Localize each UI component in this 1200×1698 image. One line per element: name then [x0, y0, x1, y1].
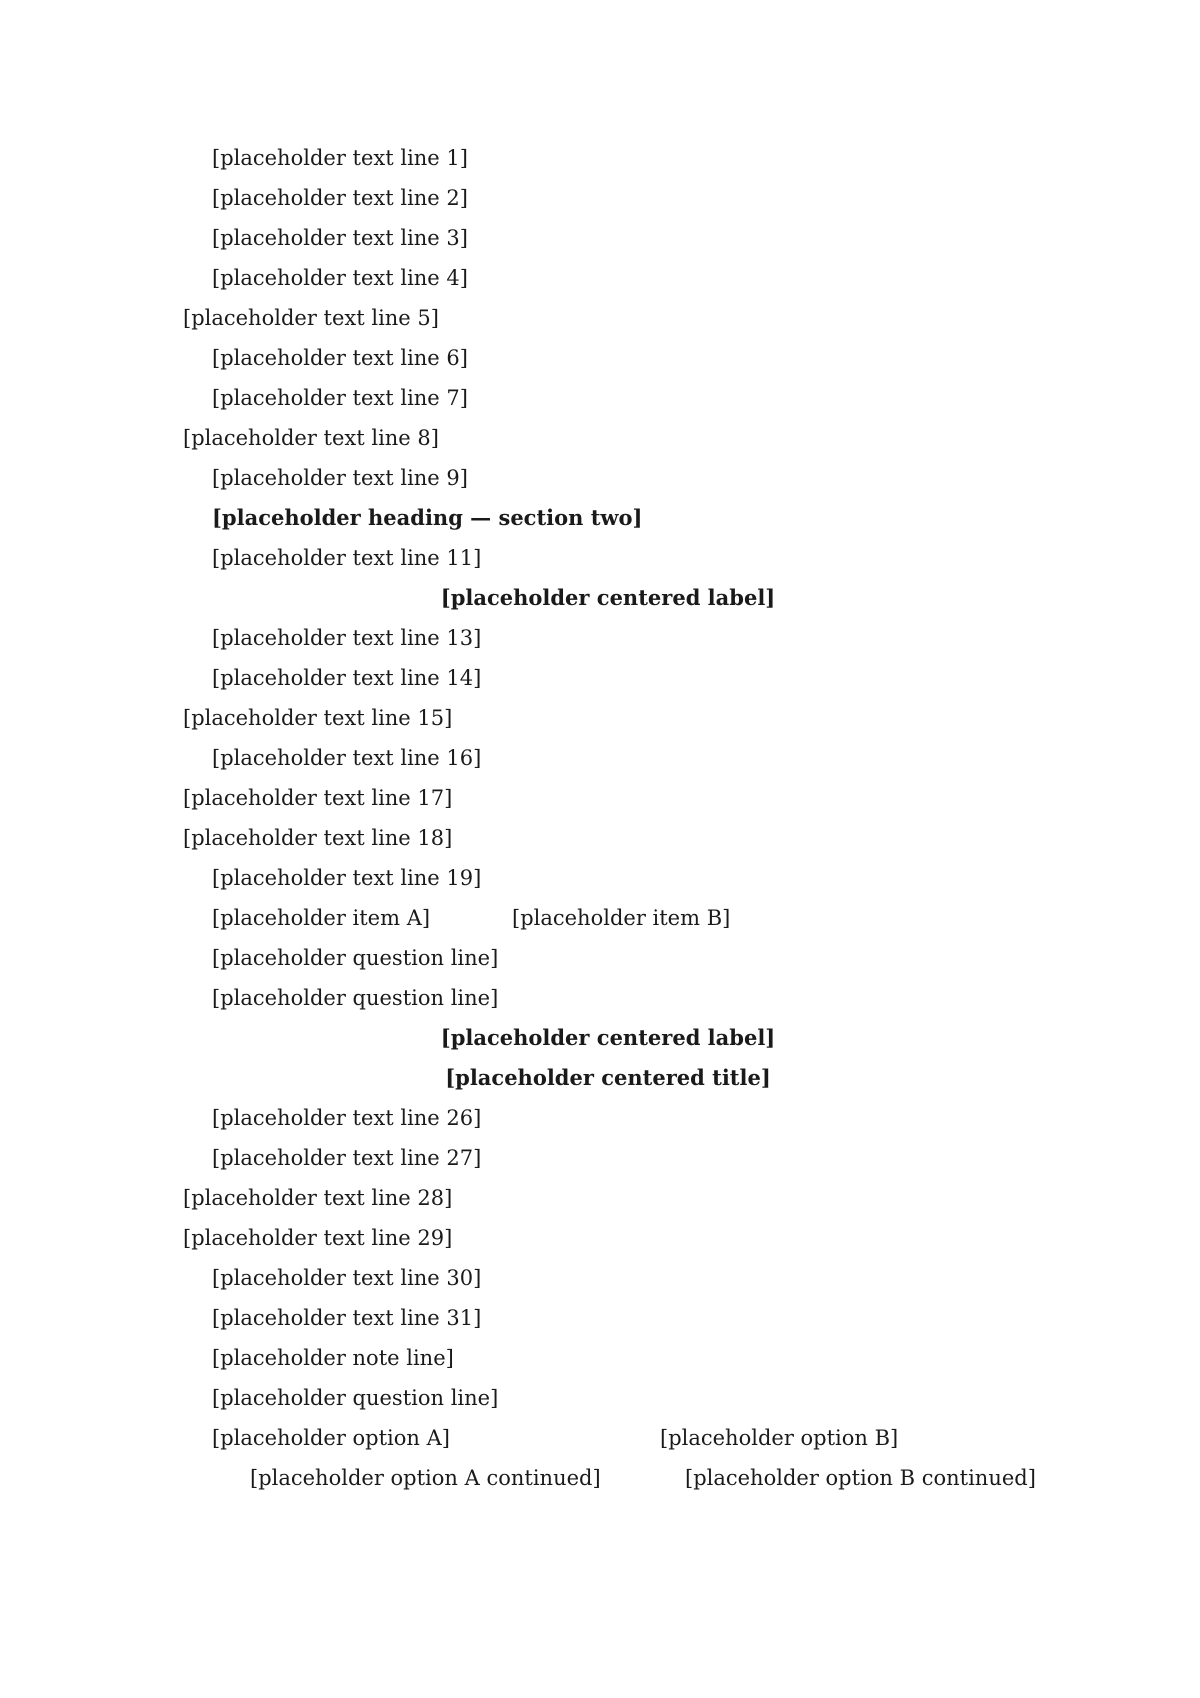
section-label: [placeholder centered label]: [440, 1025, 776, 1050]
option-a: [placeholder option A]: [212, 1426, 450, 1450]
option-a-continued: [placeholder option A continued]: [250, 1466, 601, 1490]
text-line: [placeholder text line 4]: [212, 266, 468, 290]
text-line: [placeholder text line 28]: [183, 1186, 453, 1210]
text-line: [placeholder text line 7]: [212, 386, 468, 410]
text-line: [placeholder text line 27]: [212, 1146, 482, 1170]
text-line: [placeholder text line 26]: [212, 1106, 482, 1130]
text-line: [placeholder text line 1]: [212, 146, 468, 170]
text-line: [placeholder text line 17]: [183, 786, 453, 810]
text-line: [placeholder text line 31]: [212, 1306, 482, 1330]
question-line: [placeholder question line]: [212, 1386, 499, 1410]
passage-title: [placeholder centered title]: [445, 1065, 771, 1090]
question-line: [placeholder question line]: [212, 986, 499, 1010]
text-line: [placeholder text line 3]: [212, 226, 468, 250]
text-line: [placeholder text line 30]: [212, 1266, 482, 1290]
text-line: [placeholder text line 15]: [183, 706, 453, 730]
text-line: [placeholder text line 16]: [212, 746, 482, 770]
question-line: [placeholder question line]: [212, 946, 499, 970]
text-line: [placeholder text line 29]: [183, 1226, 453, 1250]
section-heading: [placeholder heading — section two]: [212, 505, 643, 530]
text-line: [placeholder text line 18]: [183, 826, 453, 850]
item-b: [placeholder item B]: [512, 906, 731, 930]
section-label: [placeholder centered label]: [440, 585, 776, 610]
text-line: [placeholder text line 8]: [183, 426, 439, 450]
option-b-continued: [placeholder option B continued]: [685, 1466, 1036, 1490]
item-a: [placeholder item A]: [212, 906, 431, 930]
text-line: [placeholder text line 5]: [183, 306, 439, 330]
text-line: [placeholder text line 9]: [212, 466, 468, 490]
text-line: [placeholder text line 2]: [212, 186, 468, 210]
option-b: [placeholder option B]: [660, 1426, 899, 1450]
text-line: [placeholder text line 13]: [212, 626, 482, 650]
text-line: [placeholder text line 6]: [212, 346, 468, 370]
text-line: [placeholder text line 11]: [212, 546, 482, 570]
text-line: [placeholder text line 19]: [212, 866, 482, 890]
note-line: [placeholder note line]: [212, 1346, 454, 1370]
text-line: [placeholder text line 14]: [212, 666, 482, 690]
